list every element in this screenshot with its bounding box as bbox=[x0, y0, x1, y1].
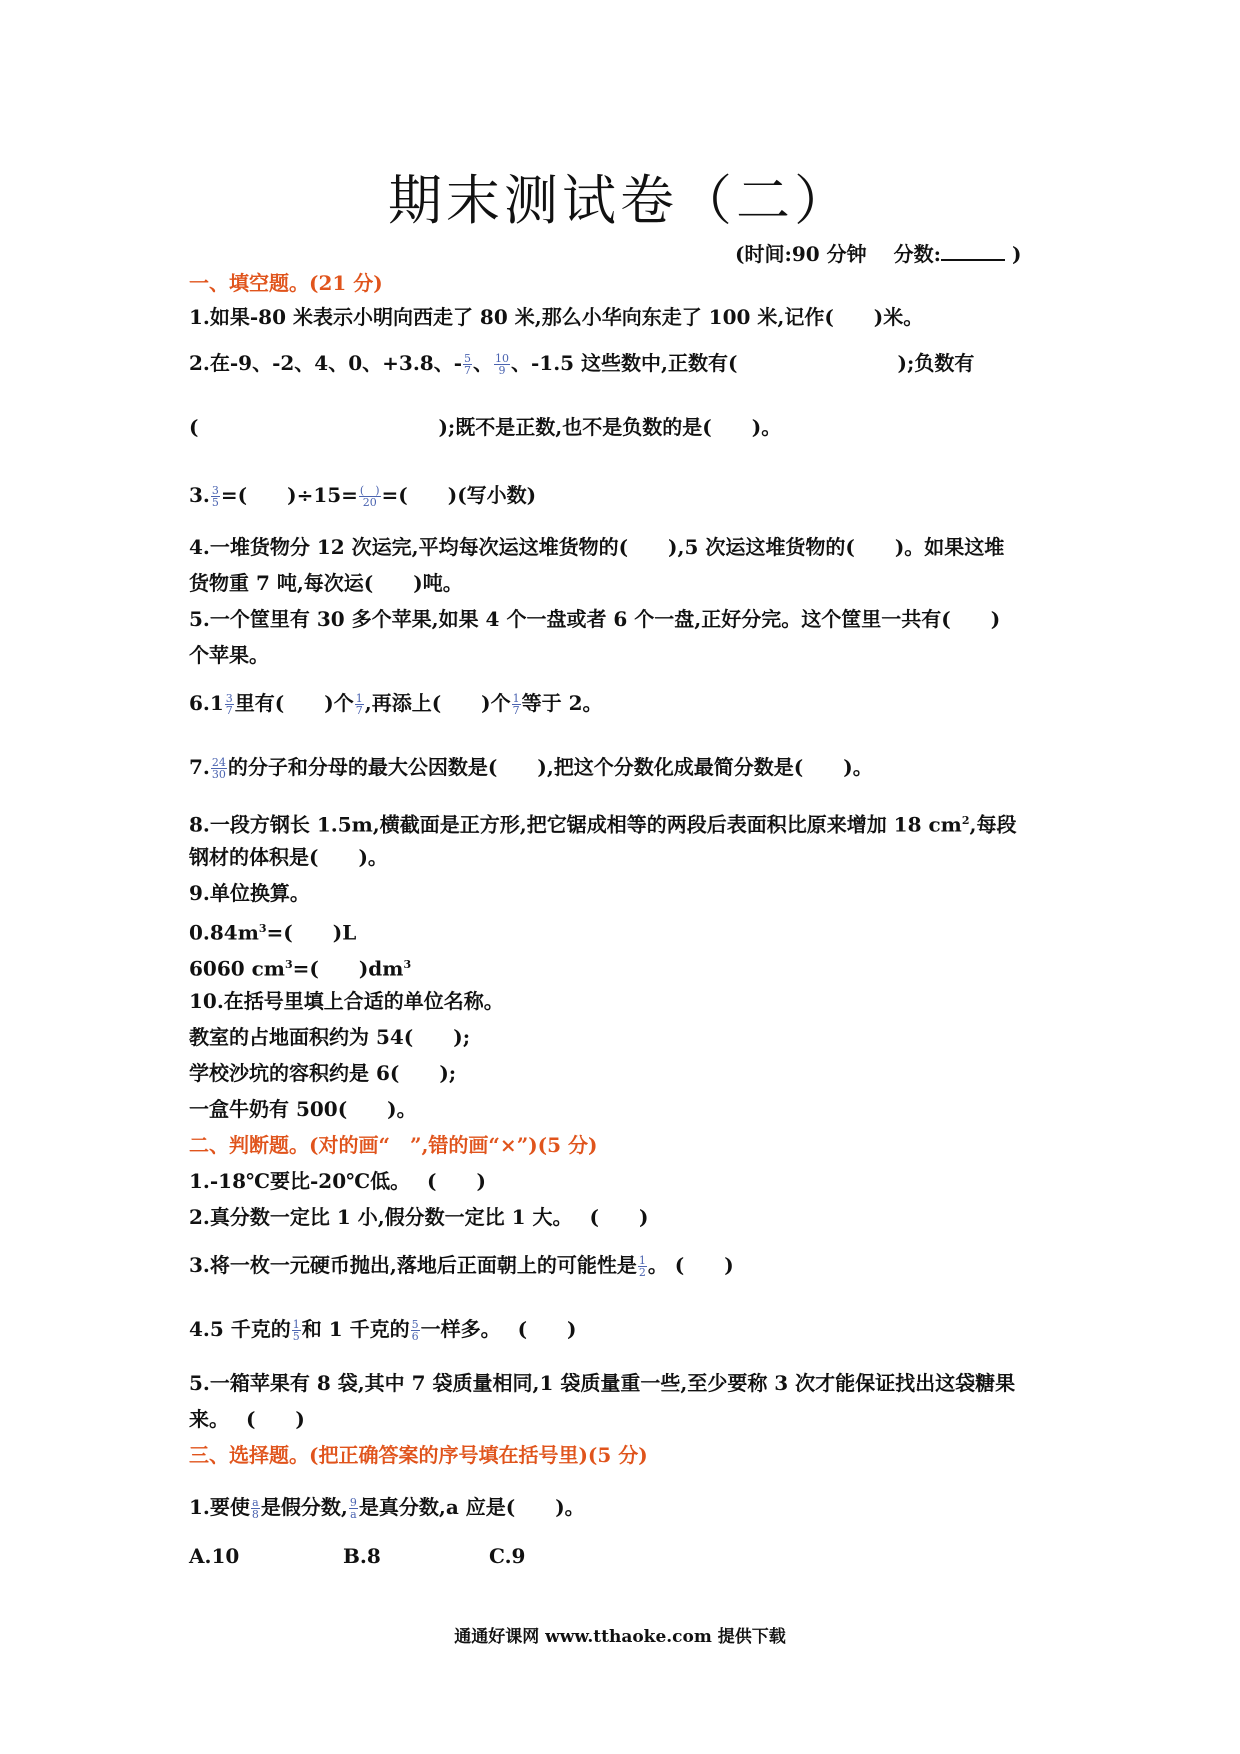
question-2-continued: ( );既不是正数,也不是负数的是( )。 bbox=[189, 415, 782, 439]
judge-5: 5.一箱苹果有 8 袋,其中 7 袋质量相同,1 袋质量重一些,至少要称 3 次才能保证找出这袋糖果 bbox=[189, 1371, 1016, 1395]
q9a-text-b: =( )L bbox=[266, 920, 357, 945]
judge-5-continued: 来。 ( ) bbox=[189, 1407, 305, 1431]
q8-superscript: 2 bbox=[961, 814, 970, 827]
question-10: 10.在括号里填上合适的单位名称。 bbox=[189, 989, 504, 1013]
fraction-24-30: $\frac{24}{30}$ bbox=[211, 756, 226, 781]
question-5: 5.一个筐里有 30 多个苹果,如果 4 个一盘或者 6 个一盘,正好分完。这个筐里一共有( ) bbox=[189, 607, 1001, 631]
time-score-close: ) bbox=[1005, 242, 1022, 266]
q3-text-a: 3. bbox=[189, 483, 210, 507]
c1-text-b: 是假分数, bbox=[260, 1495, 348, 1519]
fraction-1-7-a: $\frac{1}{7}$ bbox=[355, 692, 363, 717]
fraction-1-2: $\frac{1}{2}$ bbox=[638, 1254, 646, 1279]
fraction-9-a: $\frac{9}{a}$ bbox=[349, 1496, 357, 1521]
question-10-b: 学校沙坑的容积约是 6( ); bbox=[189, 1061, 457, 1085]
q9a-superscript: 3 bbox=[258, 922, 267, 935]
question-4-continued: 货物重 7 吨,每次运( )吨。 bbox=[189, 571, 463, 595]
question-8 bbox=[189, 806, 1069, 840]
page-title: 期末测试卷（二） bbox=[388, 169, 852, 232]
fraction-a-8: $\frac{a}{8}$ bbox=[251, 1496, 259, 1521]
q9b-text-a: 6060 cm bbox=[189, 956, 285, 981]
q8-text-a: 8.一段方钢长 1.5m,横截面是正方形,把它锯成相等的两段后表面积比原来增加 18 cm bbox=[189, 812, 962, 837]
question-3 bbox=[189, 480, 1069, 510]
j3-text-b: 。 ( ) bbox=[647, 1253, 734, 1277]
judge-2: 2.真分数一定比 1 小,假分数一定比 1 大。 ( ) bbox=[189, 1205, 649, 1229]
fraction-10-9: $\frac{10}{9}$ bbox=[495, 352, 509, 377]
judge-3 bbox=[189, 1250, 1069, 1280]
section-heading-fill: 一、填空题。(21 分) bbox=[189, 271, 383, 295]
score-blank bbox=[941, 259, 1005, 261]
question-7 bbox=[189, 752, 1069, 782]
choice-option-b: B.8 bbox=[343, 1544, 381, 1568]
q8-text-b: ,每段 bbox=[969, 812, 1017, 837]
fraction-1-7-b: $\frac{1}{7}$ bbox=[512, 692, 520, 717]
choice-option-c: C.9 bbox=[489, 1544, 526, 1568]
fraction-blank-20: $\frac{( )}{20}$ bbox=[359, 484, 380, 509]
footer-source: 通通好课网 www.tthaoke.com 提供下载 bbox=[454, 1627, 786, 1647]
q2-text-b: 、 bbox=[473, 351, 493, 375]
fraction-5-6: $\frac{5}{6}$ bbox=[411, 1318, 419, 1343]
c1-text-c: 是真分数,a 应是( )。 bbox=[358, 1495, 585, 1519]
q9b-text-b: =( )dm bbox=[292, 956, 404, 981]
judge-4 bbox=[189, 1314, 1069, 1344]
question-6 bbox=[189, 688, 1069, 718]
fraction-3-7: $\frac{3}{7}$ bbox=[225, 692, 233, 717]
fraction-5-7: $\frac{5}{7}$ bbox=[464, 352, 471, 377]
question-1: 1.如果-80 米表示小明向西走了 80 米,那么小华向东走了 100 米,记作( )米。 bbox=[189, 305, 924, 329]
section-heading-choice: 三、选择题。(把正确答案的序号填在括号里)(5 分) bbox=[189, 1443, 648, 1467]
q3-text-c: =( )(写小数) bbox=[381, 483, 537, 507]
c1-text-a: 1.要使 bbox=[189, 1495, 250, 1519]
j4-text-c: 一样多。 ( ) bbox=[420, 1317, 577, 1341]
q2-text-a: 2.在-9、-2、4、0、+3.8、- bbox=[189, 351, 462, 375]
fraction-1-5: $\frac{1}{5}$ bbox=[292, 1318, 300, 1343]
time-score-line bbox=[735, 238, 1021, 267]
j4-text-b: 和 1 千克的 bbox=[301, 1317, 410, 1341]
q9a-text-a: 0.84m bbox=[189, 920, 259, 945]
q7-text-a: 7. bbox=[189, 755, 210, 779]
q9b-superscript-2: 3 bbox=[403, 958, 412, 971]
question-5-continued: 个苹果。 bbox=[189, 643, 269, 667]
question-2 bbox=[189, 348, 1069, 378]
question-4: 4.一堆货物分 12 次运完,平均每次运这堆货物的( ),5 次运这堆货物的( )。如果这堆 bbox=[189, 535, 1005, 559]
j4-text-a: 4.5 千克的 bbox=[189, 1317, 291, 1341]
question-9-b bbox=[189, 950, 1069, 984]
j3-text-a: 3.将一枚一元硬币抛出,落地后正面朝上的可能性是 bbox=[189, 1253, 637, 1277]
question-10-c: 一盒牛奶有 500( )。 bbox=[189, 1097, 417, 1121]
q3-text-b: =( )÷15= bbox=[220, 483, 358, 507]
question-10-a: 教室的占地面积约为 54( ); bbox=[189, 1025, 471, 1049]
section-heading-judge: 二、判断题。(对的画“ ”,错的画“×”)(5 分) bbox=[189, 1133, 598, 1157]
judge-1: 1.-18℃要比-20℃低。 ( ) bbox=[189, 1169, 486, 1193]
q2-text-c: 、-1.5 这些数中,正数有( );负数有 bbox=[511, 351, 975, 375]
question-9: 9.单位换算。 bbox=[189, 881, 310, 905]
choice-1 bbox=[189, 1492, 1069, 1522]
q6-text-b: 里有( )个 bbox=[234, 691, 354, 715]
time-score-text: (时间:90 分钟 分数: bbox=[735, 242, 941, 266]
q6-text-c: ,再添上( )个 bbox=[364, 691, 511, 715]
fraction-3-5: $\frac{3}{5}$ bbox=[211, 484, 219, 509]
q7-text-b: 的分子和分母的最大公因数是( ),把这个分数化成最简分数是( )。 bbox=[227, 755, 873, 779]
q6-text-d: 等于 2。 bbox=[521, 691, 603, 715]
question-9-a bbox=[189, 914, 1069, 948]
choice-option-a: A.10 bbox=[189, 1544, 240, 1568]
q9b-superscript-1: 3 bbox=[284, 958, 293, 971]
question-8-continued: 钢材的体积是( )。 bbox=[189, 845, 388, 869]
q6-text-a: 6.1 bbox=[189, 691, 224, 715]
